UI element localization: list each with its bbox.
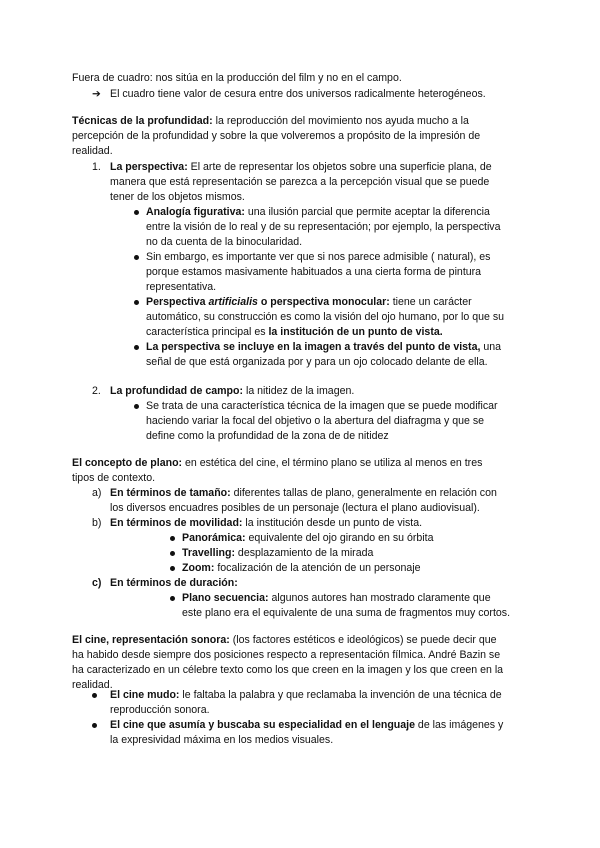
tamano-line-2: los diversos encuadres posibles de un personaje (lectura el plano audiovisual).: [110, 502, 480, 514]
bullet-dot: [92, 693, 97, 698]
off-frame-heading: Fuera de cuadro:: [72, 72, 153, 84]
punto-vista-line-1: [146, 340, 501, 354]
bullet-dot: [134, 404, 139, 409]
sonora-intro-text: (los factores estéticos e ideológicos) se puede decir que: [229, 634, 497, 646]
nitidez-line-2: haciendo variar la focal del objetivo o la abertura del diafragma y que se: [146, 415, 485, 427]
cine-mudo-line-1: [110, 688, 502, 702]
duracion-heading: En términos de duración:: [110, 577, 238, 589]
artificialis-line-3: [146, 325, 443, 339]
list-number-1: 1.: [92, 161, 101, 173]
punto-vista-text: una: [480, 341, 502, 353]
zoom-text: focalización de la atención de un personaje: [214, 562, 421, 574]
punto-vista-heading: La perspectiva se incluye en la imagen a través del punto de vista,: [146, 341, 481, 353]
perspectiva-text: El arte de representar los objetos sobre una superficie plana, de: [187, 161, 492, 173]
artificialis-heading-b: o perspectiva monocular:: [257, 296, 390, 308]
panoramica-heading: Panorámica:: [182, 532, 246, 544]
list-marker-b: b): [92, 517, 102, 529]
zoom-heading: Zoom:: [182, 562, 215, 574]
zoom-line: [182, 561, 421, 575]
depth-heading: Técnicas de la profundidad:: [72, 115, 213, 127]
sin-embargo-line-3: representativa.: [146, 281, 217, 293]
lenguaje-heading: El cine que asumía y buscaba su especialidad en el lenguaje: [110, 719, 415, 731]
sonora-line-1: [72, 633, 497, 647]
bullet-dot: [134, 210, 139, 215]
plano-intro-line-2: tipos de contexto.: [72, 472, 156, 484]
travelling-heading: Travelling:: [182, 547, 235, 559]
plano-secuencia-line-2: este plano era el equivalente de una suma de fragmentos muy cortos.: [182, 607, 511, 619]
bullet-dot: [170, 551, 175, 556]
off-frame-text: nos sitúa en la producción del film y no en el campo.: [152, 72, 402, 84]
analogia-text: una ilusión parcial que permite aceptar la diferencia: [244, 206, 490, 218]
bullet-dot: [170, 566, 175, 571]
lenguaje-text: de las imágenes y: [414, 719, 504, 731]
tamano-text: diferentes tallas de plano, generalmente en relación con: [230, 487, 497, 499]
analogia-line-2: entre la visión de lo real y de su representación; por ejemplo, la perspectiva: [146, 221, 501, 233]
profundidad-campo-text: la nitidez de la imagen.: [243, 385, 355, 397]
lenguaje-line-1: [110, 718, 503, 732]
perspectiva-line-2: manera que está representación se parezca a la percepción visual que se puede: [110, 176, 490, 188]
travelling-line: [182, 546, 373, 560]
artificialis-line-3-bold: la institución de un punto de vista.: [268, 326, 443, 338]
movilidad-text: la institución desde un punto de vista.: [242, 517, 423, 529]
bullet-dot: [134, 345, 139, 350]
depth-intro-text: la reproducción del movimiento nos ayuda mucho a la: [212, 115, 469, 127]
bullet-dot: [134, 255, 139, 260]
travelling-text: desplazamiento de la mirada: [234, 547, 374, 559]
tamano-line-1: [110, 486, 497, 500]
analogia-line-1: [146, 205, 490, 219]
sonora-line-4: realidad.: [72, 679, 113, 691]
artificialis-heading-italic: artificialis: [208, 296, 258, 308]
plano-secuencia-heading: Plano secuencia:: [182, 592, 269, 604]
sin-embargo-line-1: Sin embargo, es importante ver que si nos parece admisible ( natural), es: [146, 251, 491, 263]
artificialis-line-3-prefix: característica principal es: [146, 326, 269, 338]
nitidez-line-3: define como la profundidad de la zona de de nitidez: [146, 430, 389, 442]
analogia-heading: Analogía figurativa:: [146, 206, 245, 218]
panoramica-text: equivalente del ojo girando en su órbita: [245, 532, 434, 544]
plano-secuencia-text: algunos autores han mostrado claramente que: [268, 592, 491, 604]
tamano-heading: En términos de tamaño:: [110, 487, 231, 499]
list-marker-a: a): [92, 487, 102, 499]
movilidad-heading: En términos de movilidad:: [110, 517, 243, 529]
depth-intro-line-1: [72, 114, 469, 128]
plano-secuencia-line-1: [182, 591, 491, 605]
sonora-line-2: ha habido desde siempre dos posiciones respecto a representación fílmica. André Bazin se: [72, 649, 501, 661]
movilidad-line: [110, 516, 422, 530]
artificialis-heading-a: Perspectiva: [146, 296, 209, 308]
arrow-icon: ➔: [92, 88, 101, 100]
sin-embargo-line-2: porque estamos masivamente habituados a una cierta forma de pintura: [146, 266, 482, 278]
sonora-line-3: ha caracterizado en un célebre texto como los que creen en la imagen y los que creen en la: [72, 664, 504, 676]
punto-vista-line-2: señal de que está organizada por y para un ojo colocado delante de ella.: [146, 356, 488, 368]
bullet-dot: [92, 723, 97, 728]
list-number-2: 2.: [92, 385, 101, 397]
depth-intro-line-2: percepción de la profundidad y sobre la que volveremos a propósito de la impresión de: [72, 130, 481, 142]
bullet-dot: [134, 300, 139, 305]
cine-mudo-text: le faltaba la palabra y que reclamaba la invención de una técnica de: [179, 689, 502, 701]
off-frame-line: [72, 71, 402, 85]
analogia-line-3: no da cuenta de la binocularidad.: [146, 236, 303, 248]
profundidad-campo-heading: La profundidad de campo:: [110, 385, 244, 397]
artificialis-line-2: automático, su construcción es como la visión del ojo humano, por lo que su: [146, 311, 505, 323]
perspectiva-line-3: tener de los objetos mismos.: [110, 191, 245, 203]
nitidez-line-1: Se trata de una característica técnica de la imagen que se puede modificar: [146, 400, 498, 412]
plano-intro-text: en estética del cine, el término plano se utiliza al menos en tres: [182, 457, 483, 469]
perspectiva-line-1: [110, 160, 492, 174]
plano-heading: El concepto de plano:: [72, 457, 183, 469]
bullet-dot: [170, 536, 175, 541]
panoramica-line: [182, 531, 433, 545]
artificialis-line-1: [146, 295, 472, 309]
artificialis-text: tiene un carácter: [389, 296, 472, 308]
cine-mudo-line-2: reproducción sonora.: [110, 704, 210, 716]
arrow-text: El cuadro tiene valor de cesura entre dos universos radicalmente heterogéneos.: [110, 88, 486, 100]
sonora-heading: El cine, representación sonora:: [72, 634, 230, 646]
profundidad-campo-line: [110, 384, 354, 398]
list-marker-c: c): [92, 577, 102, 589]
plano-intro-line-1: [72, 456, 482, 470]
perspectiva-heading: La perspectiva:: [110, 161, 188, 173]
lenguaje-line-2: la expresividad máxima en los medios visuales.: [110, 734, 334, 746]
bullet-dot: [170, 596, 175, 601]
depth-intro-line-3: realidad.: [72, 145, 113, 157]
cine-mudo-heading: El cine mudo:: [110, 689, 180, 701]
